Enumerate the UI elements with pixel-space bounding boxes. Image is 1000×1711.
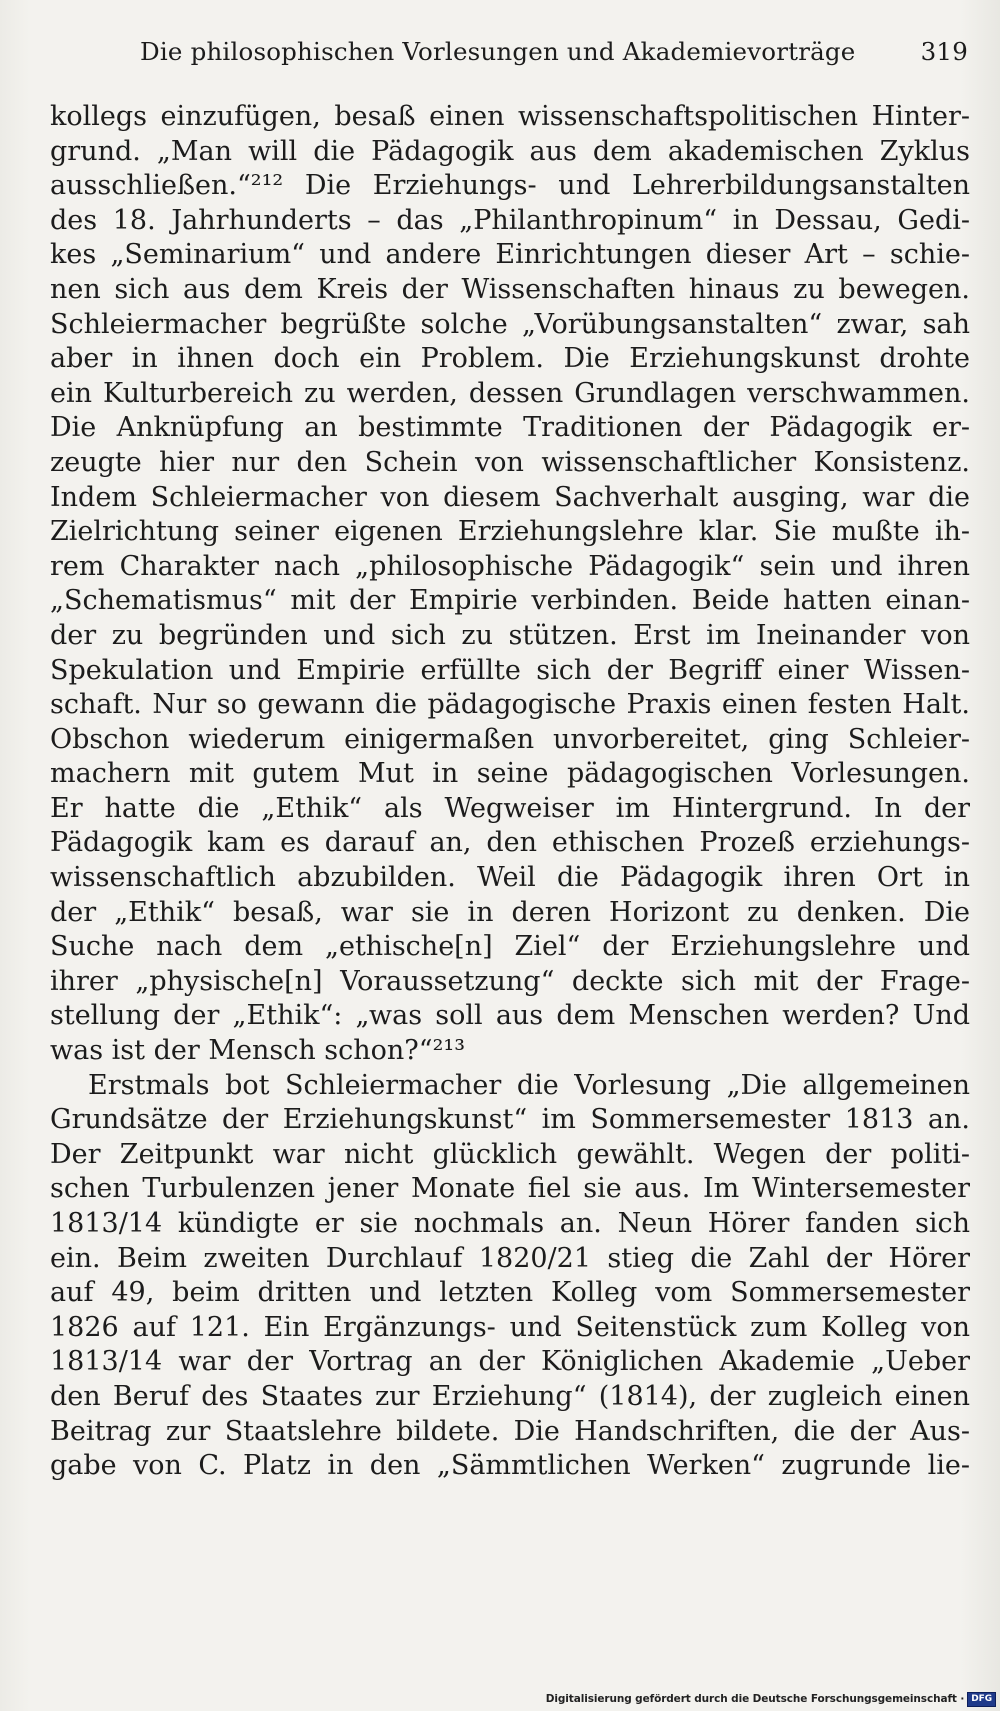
text-line-paragraph-start: Erstmals bot Schleiermacher die Vorlesung „Die allgemeinen xyxy=(88,1069,970,1101)
funding-note: Digitalisierung gefördert durch die Deutsche Forschungsgemeinschaft · xyxy=(545,1693,965,1705)
text-line: Obschon wiederum einigermaßen unvorbereitet, ging Schleier- xyxy=(50,723,970,755)
text-line: der zu begründen und sich zu stützen. Erst im Ineinander von xyxy=(50,619,970,651)
text-line: des 18. Jahrhunderts – das „Philanthropinum“ in Dessau, Gedi- xyxy=(50,204,970,236)
text-line: 1826 auf 121. Ein Ergänzungs- und Seitenstück zum Kolleg von xyxy=(50,1311,970,1343)
text-line: Spekulation und Empirie erfüllte sich der Begriff einer Wissen- xyxy=(50,654,970,686)
text-line: gabe von C. Platz in den „Sämmtlichen Werken“ zugrunde lie- xyxy=(50,1450,970,1482)
running-header xyxy=(140,34,968,70)
text-line: zeugte hier nur den Schein von wissenschaftlicher Konsistenz. xyxy=(50,446,970,478)
running-header-title: Die philosophischen Vorlesungen und Akademievorträge xyxy=(140,37,856,66)
text-line: Beitrag zur Staatslehre bildete. Die Handschriften, die der Aus- xyxy=(50,1415,970,1447)
dfg-logo: DFG xyxy=(967,1692,996,1707)
text-line: Indem Schleiermacher von diesem Sachverhalt ausging, war die xyxy=(50,481,970,513)
text-line: rem Charakter nach „philosophische Pädagogik“ sein und ihren xyxy=(50,550,970,582)
text-line: stellung der „Ethik“: „was soll aus dem Menschen werden? Und xyxy=(50,1000,970,1032)
text-line: machern mit gutem Mut in seine pädagogischen Vorlesungen. xyxy=(50,758,970,790)
text-line: ausschließen.“²¹² Die Erziehungs- und Lehrerbildungsanstalten xyxy=(50,170,970,202)
digitization-footer xyxy=(546,1691,996,1707)
text-line: wissenschaftlich abzubilden. Weil die Pädagogik ihren Ort in xyxy=(50,862,970,894)
text-line: Der Zeitpunkt war nicht glücklich gewählt. Wegen der politi- xyxy=(50,1138,970,1170)
text-line: der „Ethik“ besaß, war sie in deren Horizont zu denken. Die xyxy=(50,896,970,928)
text-line: den Beruf des Staates zur Erziehung“ (1814), der zugleich einen xyxy=(50,1380,970,1412)
text-line: „Schematismus“ mit der Empirie verbinden. Beide hatten einan- xyxy=(50,585,970,617)
text-line: aber in ihnen doch ein Problem. Die Erziehungskunst drohte xyxy=(50,343,970,375)
text-line-paragraph-end: was ist der Mensch schon?“²¹³ xyxy=(50,1035,466,1067)
text-line: auf 49, beim dritten und letzten Kolleg vom Sommersemester xyxy=(50,1277,970,1309)
text-line: kollegs einzufügen, besaß einen wissenschaftspolitischen Hinter- xyxy=(50,101,970,132)
text-line: Schleiermacher begrüßte solche „Vorübungsanstalten“ zwar, sah xyxy=(50,308,970,340)
text-line: ihrer „physische[n] Voraussetzung“ deckte sich mit der Frage- xyxy=(50,965,970,997)
text-line: Zielrichtung seiner eigenen Erziehungslehre klar. Sie mußte ih- xyxy=(50,516,970,548)
text-line: 1813/14 war der Vortrag an der Königlichen Akademie „Ueber xyxy=(50,1346,970,1378)
text-line: Die Anknüpfung an bestimmte Traditionen der Pädagogik er- xyxy=(50,412,970,444)
text-line: grund. „Man will die Pädagogik aus dem akademischen Zyklus xyxy=(50,135,970,167)
text-line: Grundsätze der Erziehungskunst“ im Sommersemester 1813 an. xyxy=(50,1104,970,1136)
text-line: ein. Beim zweiten Durchlauf 1820/21 stieg die Zahl der Hörer xyxy=(50,1242,970,1274)
text-line: nen sich aus dem Kreis der Wissenschaften hinaus zu bewegen. xyxy=(50,273,970,305)
text-line: schen Turbulenzen jener Monate fiel sie aus. Im Wintersemester xyxy=(50,1173,970,1205)
body-text xyxy=(50,100,970,1484)
text-line: Er hatte die „Ethik“ als Wegweiser im Hintergrund. In der xyxy=(50,792,970,824)
text-line: ein Kulturbereich zu werden, dessen Grundlagen verschwammen. xyxy=(50,377,970,409)
text-line: Pädagogik kam es darauf an, den ethischen Prozeß erziehungs- xyxy=(50,827,970,859)
text-line: 1813/14 kündigte er sie nochmals an. Neun Hörer fanden sich xyxy=(50,1208,970,1239)
text-line: Suche nach dem „ethische[n] Ziel“ der Erziehungslehre und xyxy=(50,931,970,963)
page-number: 319 xyxy=(920,37,968,66)
text-line: schaft. Nur so gewann die pädagogische Praxis einen festen Halt. xyxy=(50,689,970,721)
text-line: kes „Seminarium“ und andere Einrichtungen dieser Art – schie- xyxy=(50,239,970,271)
